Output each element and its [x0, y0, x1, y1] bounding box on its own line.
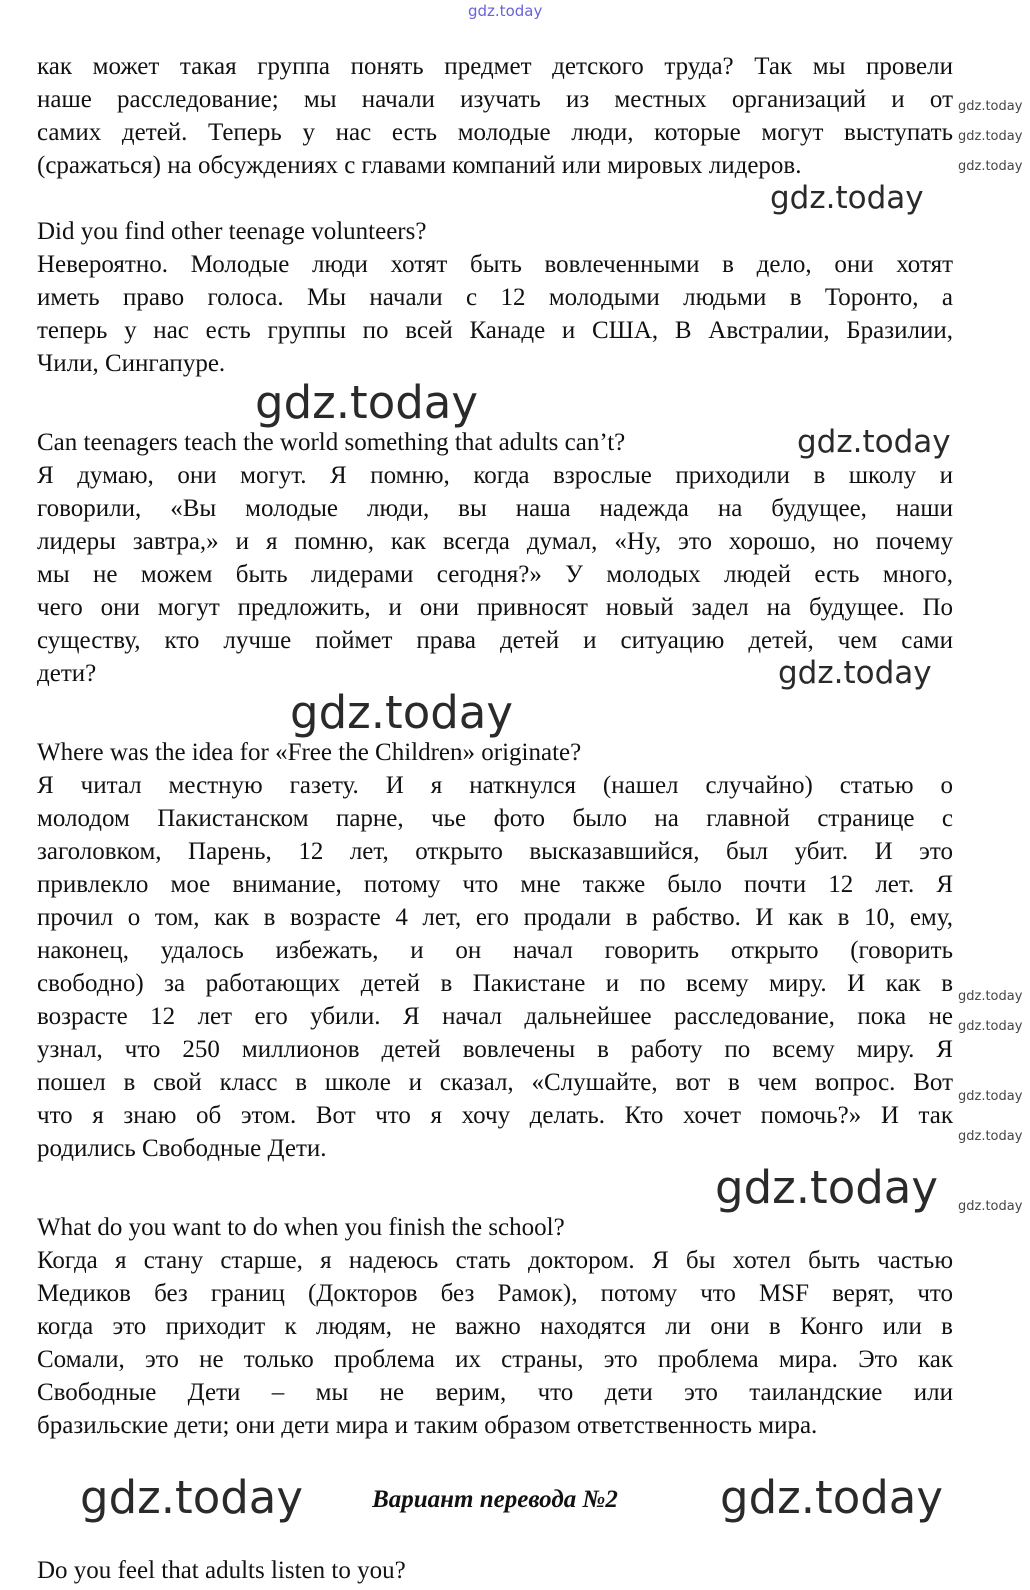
- watermark-row: [37, 686, 953, 739]
- question-heading: What do you want to do when you finish the school?: [37, 1214, 565, 1241]
- watermark: gdz.today: [770, 180, 924, 216]
- paragraph-line: как может такая группа понять предмет детского труда? Так мы провели: [37, 53, 953, 80]
- paragraph-line: наконец, удалось избежать, и он начал говорить открыто (говорить: [37, 937, 953, 964]
- paragraph-row: [37, 347, 953, 380]
- watermark: gdz.today: [715, 1161, 939, 1214]
- watermark: gdz.today: [80, 1471, 304, 1524]
- paragraph-line: прочил о том, как в возрасте 4 лет, его продали в рабство. И как в 10, ему,: [37, 904, 953, 931]
- paragraph-line: существу, кто лучше поймет права детей и ситуацию детей, чем сами: [37, 627, 953, 654]
- paragraph-line: Когда я стану старше, я надеюсь стать доктором. Я бы хотел быть частью: [37, 1247, 953, 1274]
- paragraph-line: Невероятно. Молодые люди хотят быть вовлеченными в дело, они хотят: [37, 251, 953, 278]
- paragraph-line: бразильские дети; они дети мира и таким образом ответственность мира.: [37, 1412, 818, 1439]
- paragraph-line: лидеры завтра,» и я помню, как всегда думал, «Ну, это хорошо, но почему: [37, 528, 953, 555]
- watermark-row: [37, 376, 953, 429]
- paragraph-line: самих детей. Теперь у нас есть молодые люди, которые могут выступать: [37, 119, 953, 146]
- watermark: gdz.today: [255, 376, 479, 429]
- paragraph-line: теперь у нас есть группы по всей Канаде и США, В Австралии, Бразилии,: [37, 317, 953, 344]
- watermark: gdz.today: [958, 989, 1023, 1004]
- paragraph-line: Чили, Сингапуре.: [37, 350, 226, 377]
- paragraph-line: молодом Пакистанском парне, чье фото было на главной странице с: [37, 805, 953, 832]
- watermark: gdz.today: [778, 655, 932, 691]
- paragraph-line: пошел в свой класс в школе и сказал, «Слушайте, вот в чем вопрос. Вот: [37, 1069, 953, 1096]
- question-row: [37, 1554, 953, 1587]
- watermark: gdz.today: [958, 99, 1023, 114]
- blank-line: [37, 182, 953, 215]
- watermark-row: [37, 1161, 953, 1214]
- question-row: [37, 426, 953, 459]
- watermark: gdz.today: [290, 686, 514, 739]
- document-body: [37, 50, 953, 1587]
- paragraph-line: родились Свободные Дети.: [37, 1135, 327, 1162]
- watermark: gdz.today: [958, 159, 1023, 174]
- paragraph-line: говорили, «Вы молодые люди, вы наша надежда на будущее, наши: [37, 495, 953, 522]
- paragraph-line: мы не можем быть лидерами сегодня?» У молодых людей есть много,: [37, 561, 953, 588]
- paragraph-line: Медиков без границ (Докторов без Рамок), потому что MSF верят, что: [37, 1280, 953, 1307]
- question-heading: Did you find other teenage volunteers?: [37, 218, 427, 245]
- question-heading: Where was the idea for «Free the Children» originate?: [37, 739, 582, 766]
- question-heading: Can teenagers teach the world something that adults can’t?: [37, 429, 626, 456]
- watermark: gdz.today: [958, 1199, 1023, 1214]
- question-heading: Do you feel that adults listen to you?: [37, 1557, 406, 1584]
- paragraph-line: (сражаться) на обсуждениях с главами компаний или мировых лидеров.: [37, 152, 802, 179]
- watermark: gdz.today: [958, 1019, 1023, 1034]
- paragraph-row: [37, 149, 953, 182]
- blank-line: [37, 1521, 953, 1554]
- header-watermark: gdz.today: [468, 2, 543, 20]
- watermark: gdz.today: [720, 1471, 944, 1524]
- paragraph-row: [37, 1409, 953, 1442]
- paragraph-line: иметь право голоса. Мы начали с 12 молодыми людьми в Торонто, а: [37, 284, 953, 311]
- paragraph-line: заголовком, Парень, 12 лет, открыто высказавшийся, был убит. И это: [37, 838, 953, 865]
- paragraph-line: свободно) за работающих детей в Пакистане и по всему миру. И как в: [37, 970, 953, 997]
- paragraph-line: возрасте 12 лет его убили. Я начал дальнейшее расследование, пока не: [37, 1003, 953, 1030]
- watermark: gdz.today: [958, 129, 1023, 144]
- paragraph-line: Сомали, это не только проблема их страны, это проблема мира. Это как: [37, 1346, 953, 1373]
- section-heading-row: [37, 1471, 953, 1524]
- paragraph-line: привлекло мое внимание, потому что мне также было почти 12 лет. Я: [37, 871, 953, 898]
- paragraph-line: дети?: [37, 660, 97, 687]
- question-row: [37, 1211, 953, 1244]
- paragraph-line: узнал, что 250 миллионов детей вовлечены в работу по всему миру. Я: [37, 1036, 953, 1063]
- question-row: [37, 215, 953, 248]
- watermark: gdz.today: [958, 1129, 1023, 1144]
- paragraph-line: что я знаю об этом. Вот что я хочу делать. Кто хочет помочь?» И так: [37, 1102, 953, 1129]
- paragraph-line: чего они могут предложить, и они привносят новый задел на будущее. По: [37, 594, 953, 621]
- watermark: gdz.today: [958, 1089, 1023, 1104]
- paragraph-line: наше расследование; мы начали изучать из местных организаций и от: [37, 86, 953, 113]
- section-heading: Вариант перевода №2: [372, 1485, 618, 1513]
- watermark: gdz.today: [797, 424, 951, 460]
- paragraph-line: когда это приходит к людям, не важно находятся ли они в Конго или в: [37, 1313, 953, 1340]
- paragraph-line: Свободные Дети – мы не верим, что дети это таиландские или: [37, 1379, 953, 1406]
- paragraph-line: Я читал местную газету. И я наткнулся (нашел случайно) статью о: [37, 772, 953, 799]
- question-row: [37, 736, 953, 769]
- paragraph-line: Я думаю, они могут. Я помню, когда взрослые приходили в школу и: [37, 462, 953, 489]
